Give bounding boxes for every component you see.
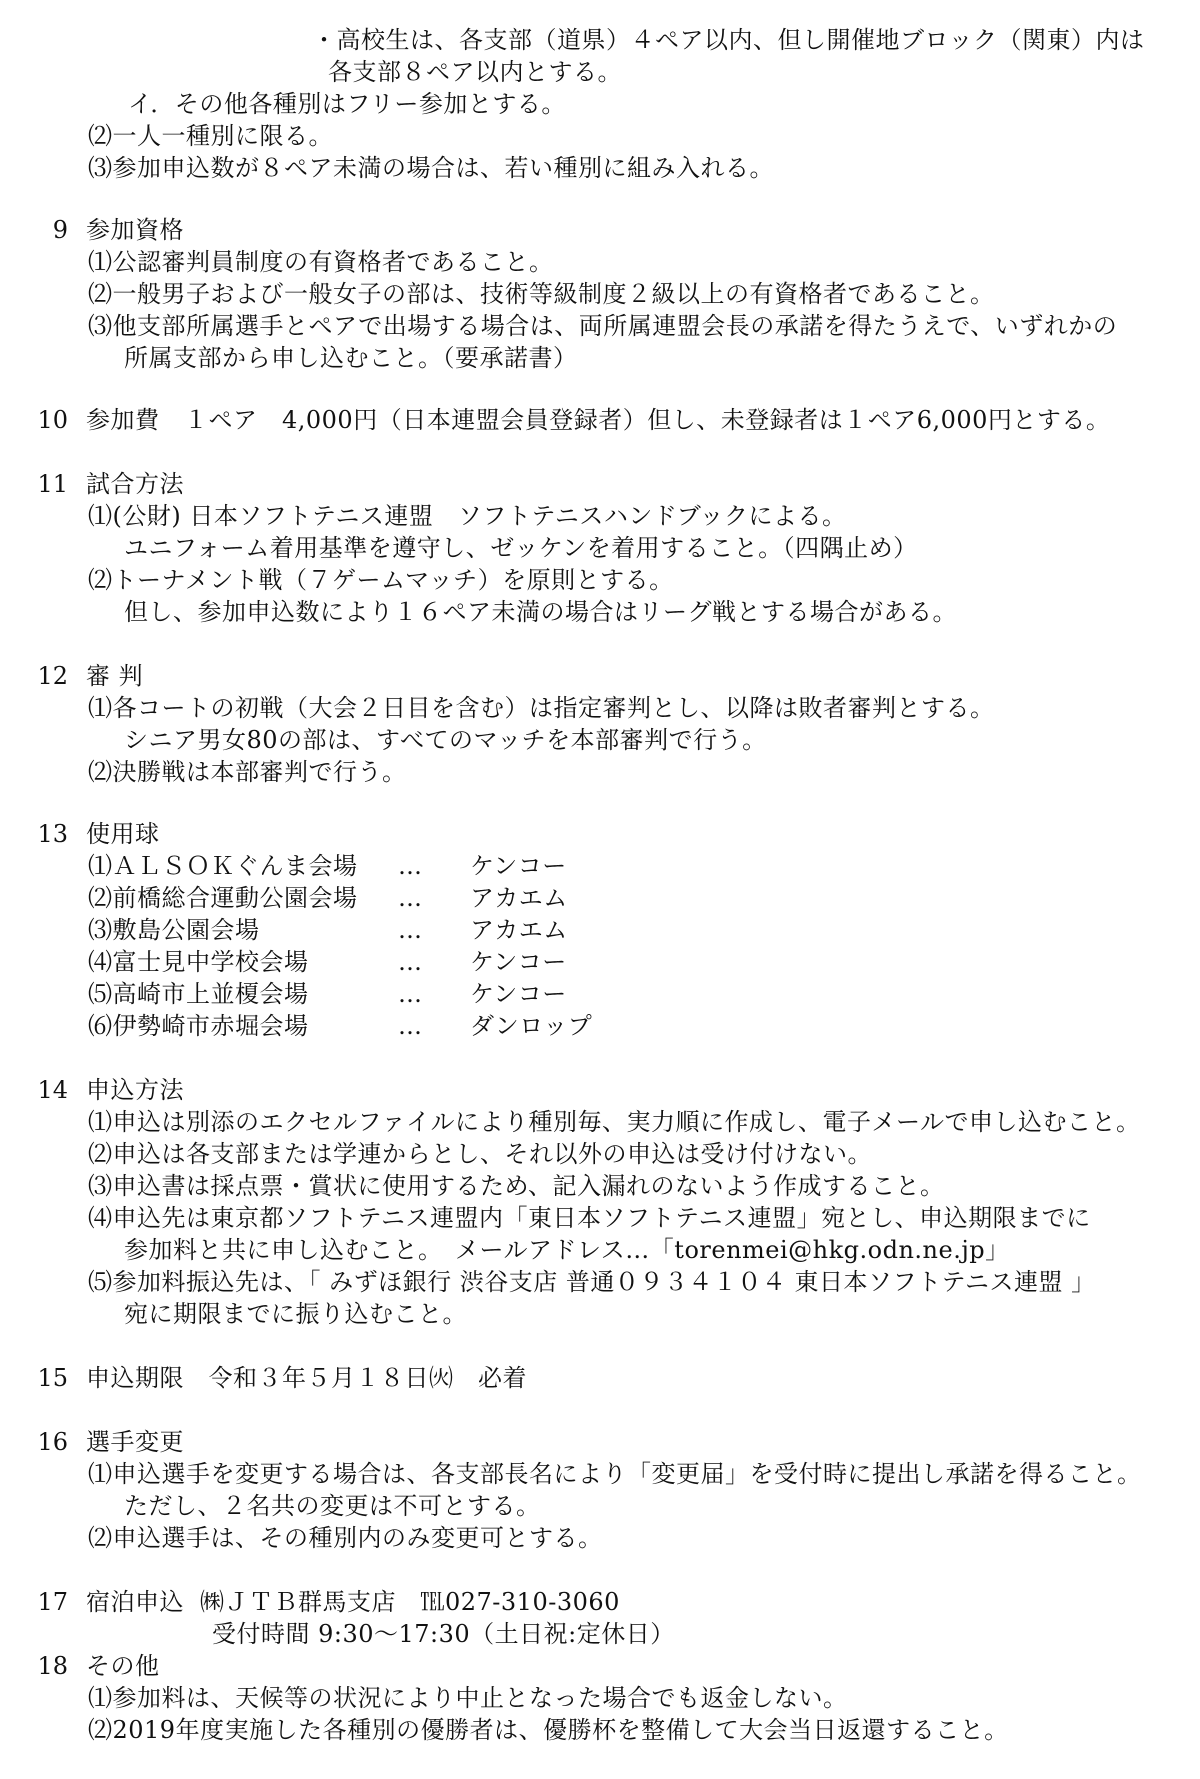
venue-dots: … xyxy=(398,948,423,976)
section-number: 9 xyxy=(52,216,68,244)
section-title: 参加資格 xyxy=(86,216,184,244)
section-line: ⑴(公財) 日本ソフトテニス連盟 ソフトテニスハンドブックによる。 xyxy=(88,502,847,530)
section-title: 申込方法 xyxy=(86,1076,184,1104)
section-title: 宿泊申込 xyxy=(86,1588,184,1616)
section-line: ⑶申込書は採点票・賞状に使用するため、記入漏れのないよう作成すること。 xyxy=(88,1172,945,1200)
section-number: 11 xyxy=(37,470,68,498)
venue-name: ⑸高崎市上並榎会場 xyxy=(88,980,309,1008)
section-number: 14 xyxy=(37,1076,68,1104)
section-line: ⑴申込選手を変更する場合は、各支部長名により「変更届」を受付時に提出し承諾を得ること。 xyxy=(88,1460,1142,1488)
intro-line: ⑵一人一種別に限る。 xyxy=(88,122,333,150)
section-line: 申込期限 令和３年５月１８日㈫ 必着 xyxy=(86,1364,527,1392)
section-number: 10 xyxy=(37,406,68,434)
section-title: その他 xyxy=(86,1652,160,1680)
section-line: 参加料と共に申し込むこと。 メールアドレス…「torenmei@hkg.odn.ne.jp」 xyxy=(124,1236,1010,1264)
venue-name: ⑵前橋総合運動公園会場 xyxy=(88,884,358,912)
section-title: 使用球 xyxy=(86,820,160,848)
intro-line: ⑶参加申込数が８ペア未満の場合は、若い種別に組み入れる。 xyxy=(88,154,774,182)
section-line: 所属支部から申し込むこと。（要承諾書） xyxy=(124,344,578,372)
section-line: ⑵トーナメント戦（７ゲームマッチ）を原則とする。 xyxy=(88,566,674,594)
section-line: 受付時間 9:30～17:30（土日祝:定休日） xyxy=(212,1620,675,1648)
venue-ball: アカエム xyxy=(470,884,568,912)
intro-line: 各支部８ペア以内とする。 xyxy=(328,58,622,86)
venue-dots: … xyxy=(398,852,423,880)
section-line: 宛に期限までに振り込むこと。 xyxy=(124,1300,467,1328)
venue-dots: … xyxy=(398,916,423,944)
venue-dots: … xyxy=(398,1012,423,1040)
section-line: 参加費 １ペア 4,000円（日本連盟会員登録者）但し、未登録者は１ペア6,000円とする。 xyxy=(86,406,1111,434)
section-line: ⑶他支部所属選手とペアで出場する場合は、両所属連盟会長の承諾を得たうえで、いずれかの xyxy=(88,312,1118,340)
section-line: ⑴参加料は、天候等の状況により中止となった場合でも返金しない。 xyxy=(88,1684,848,1712)
venue-dots: … xyxy=(398,884,423,912)
intro-line: イ．その他各種別はフリー参加とする。 xyxy=(128,90,566,118)
venue-name: ⑶敷島公園会場 xyxy=(88,916,260,944)
venue-name: ⑴ＡＬＳＯＫぐんま会場 xyxy=(88,852,358,880)
venue-name: ⑷富士見中学校会場 xyxy=(88,948,309,976)
section-title: 試合方法 xyxy=(86,470,184,498)
intro-line: ・高校生は、各支部（道県）４ペア以内、但し開催地ブロック（関東）内は xyxy=(312,26,1145,54)
section-line: 但し、参加申込数により１６ペア未満の場合はリーグ戦とする場合がある。 xyxy=(124,598,957,626)
section-line: ⑵申込は各支部または学連からとし、それ以外の申込は受け付けない。 xyxy=(88,1140,872,1168)
section-line: シニア男女80の部は、すべてのマッチを本部審判で行う。 xyxy=(124,726,767,754)
section-number: 12 xyxy=(37,662,68,690)
section-line: ⑵決勝戦は本部審判で行う。 xyxy=(88,758,407,786)
section-line: ⑴各コートの初戦（大会２日目を含む）は指定審判とし、以降は敗者審判とする。 xyxy=(88,694,995,722)
section-number: 15 xyxy=(37,1364,68,1392)
section-line: ユニフォーム着用基準を遵守し、ゼッケンを着用すること。（四隅止め） xyxy=(124,534,918,562)
section-title: 選手変更 xyxy=(86,1428,184,1456)
section-number: 18 xyxy=(37,1652,68,1680)
venue-ball: ケンコー xyxy=(470,980,567,1008)
section-title: 審 判 xyxy=(86,662,144,690)
section-number: 17 xyxy=(37,1588,68,1616)
section-line: ただし、２名共の変更は不可とする。 xyxy=(124,1492,541,1520)
section-line: ㈱ＪＴＢ群馬支店 ℡027-310-3060 xyxy=(200,1588,620,1616)
section-line: ⑵申込選手は、その種別内のみ変更可とする。 xyxy=(88,1524,603,1552)
section-line: ⑵一般男子および一般女子の部は、技術等級制度２級以上の有資格者であること。 xyxy=(88,280,995,308)
section-line: ⑴申込は別添のエクセルファイルにより種別毎、実力順に作成し、電子メールで申し込むこと。 xyxy=(88,1108,1141,1136)
section-line: ⑴公認審判員制度の有資格者であること。 xyxy=(88,248,554,276)
venue-ball: ケンコー xyxy=(470,948,567,976)
section-line: ⑵2019年度実施した各種別の優勝者は、優勝杯を整備して大会当日返還すること。 xyxy=(88,1716,1009,1744)
section-number: 13 xyxy=(37,820,68,848)
venue-ball: アカエム xyxy=(470,916,568,944)
section-line: ⑷申込先は東京都ソフトテニス連盟内「東日本ソフトテニス連盟」宛とし、申込期限までに xyxy=(88,1204,1091,1232)
venue-name: ⑹伊勢崎市赤堀会場 xyxy=(88,1012,309,1040)
section-number: 16 xyxy=(37,1428,68,1456)
venue-ball: ダンロップ xyxy=(470,1012,593,1040)
venue-dots: … xyxy=(398,980,423,1008)
section-line: ⑸参加料振込先は、「 みずほ銀行 渋谷支店 普通０９３４１０４ 東日本ソフトテニス連盟 」 xyxy=(88,1268,1096,1296)
venue-ball: ケンコー xyxy=(470,852,567,880)
